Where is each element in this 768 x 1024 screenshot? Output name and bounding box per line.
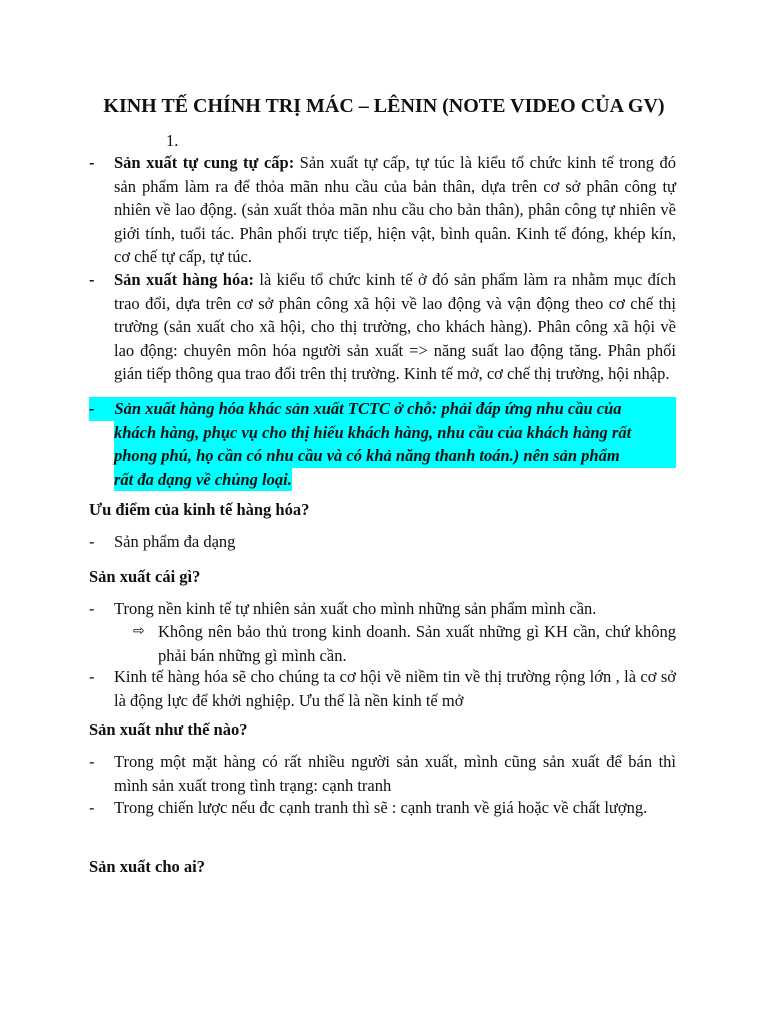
bullet-text: Sản phẩm đa dạng [114,532,236,551]
heading-how-to-produce: Sản xuất như thế nào? [89,720,248,739]
highlight-line: khách hàng, phục vụ cho thị hiếu khách hàng, nhu cầu của khách hàng rất [114,421,676,445]
bullet-commodity-economy-opportunity [89,665,676,712]
list-number: 1. [166,131,179,150]
bullet-text: Trong chiến lược nếu đc cạnh tranh thì sẽ : cạnh tranh về giá hoặc về chất lượng. [114,798,648,817]
bullet-text: Trong một mặt hàng có rất nhiều người sản xuất, mình cũng sản xuất để bán thì mình sản xuất trong tình trạng: cạnh tranh [114,752,676,795]
bullet-commodity-production [89,268,676,386]
bullet-dash: - [89,599,95,618]
sub-item-customer-needs [133,620,676,667]
bullet-text: Trong nền kinh tế tự nhiên sản xuất cho mình những sản phẩm mình cần. [114,599,597,618]
document-title: KINH TẾ CHÍNH TRỊ MÁC – LÊNIN (NOTE VIDEO CỦA GV) [103,95,665,117]
bullet-text: Kinh tế hàng hóa sẽ cho chúng ta cơ hội về niềm tin về thị trường rộng lớn , là cơ sở là động lực để khởi nghiệp. Ưu thế là nền kinh tế mở [114,667,676,710]
highlight-line-text: Sản xuất hàng hóa khác sản xuất TCTC ở chỗ: phải đáp ứng nhu cầu của [114,399,622,418]
bullet-dash: - [89,752,95,771]
bullet-natural-economy [89,597,676,621]
heading-advantages: Ưu điểm của kinh tế hàng hóa? [89,500,310,519]
bullet-diverse-products [89,530,676,554]
highlight-line [89,397,676,421]
highlight-line: rất đa dạng về chủng loại. [114,468,292,492]
term-commodity: Sản xuất hàng hóa: [114,270,254,289]
bullet-dash: - [89,798,95,817]
bullet-dash: - [89,532,95,551]
heading-what-to-produce: Sản xuất cái gì? [89,567,201,586]
heading-produce-for-whom: Sản xuất cho ai? [89,857,205,876]
bullet-dash: - [89,667,95,686]
definition-self-sufficient: Sản xuất tự cấp, tự túc là kiểu tổ chức kinh tế trong đó sản phẩm làm ra để thỏa mãn nhu cầu của bản thân, dựa trên cơ sở phân công tự nhiên về lao động. (sản xuất thỏa mãn nhu cầu cho bản thân), phân công tự nhiên về giới tính, tuổi tác. Phân phối trực tiếp, hiện vật, bình quân. Kinh tế đóng, khép kín, cơ chế tự cấp, tự túc. [114,153,676,266]
bullet-dash: - [89,270,95,289]
highlighted-note [89,397,676,491]
highlight-line: phong phú, họ cần có nhu cầu và có khả năng thanh toán.) nên sản phẩm [114,444,676,468]
bullet-dash: - [89,153,95,172]
bullet-competition [89,750,676,797]
bullet-dash: - [89,399,95,418]
definition-commodity: là kiểu tổ chức kinh tế ở đó sản phẩm làm ra nhằm mục đích trao đổi, dựa trên cơ sở phân công xã hội về lao động và vận động theo cơ chế thị trường (sản xuất cho xã hội, cho thị trường, cho khách hàng). Phân công xã hội về lao động: chuyên môn hóa người sản xuất => năng suất lao động tăng. Phân phối gián tiếp thông qua trao đổi trên thị trường. Kinh tế mở, cơ chế thị trường, hội nhập. [114,270,676,383]
bullet-strategy [89,796,676,820]
term-self-sufficient: Sản xuất tự cung tự cấp: [114,153,295,172]
sub-item-text: Không nên bảo thủ trong kinh doanh. Sản xuất những gì KH cần, chứ không phải bán những gì mình cần. [158,622,676,665]
arrow-right-icon: ⇨ [133,623,145,639]
bullet-self-sufficient-production [89,151,676,269]
